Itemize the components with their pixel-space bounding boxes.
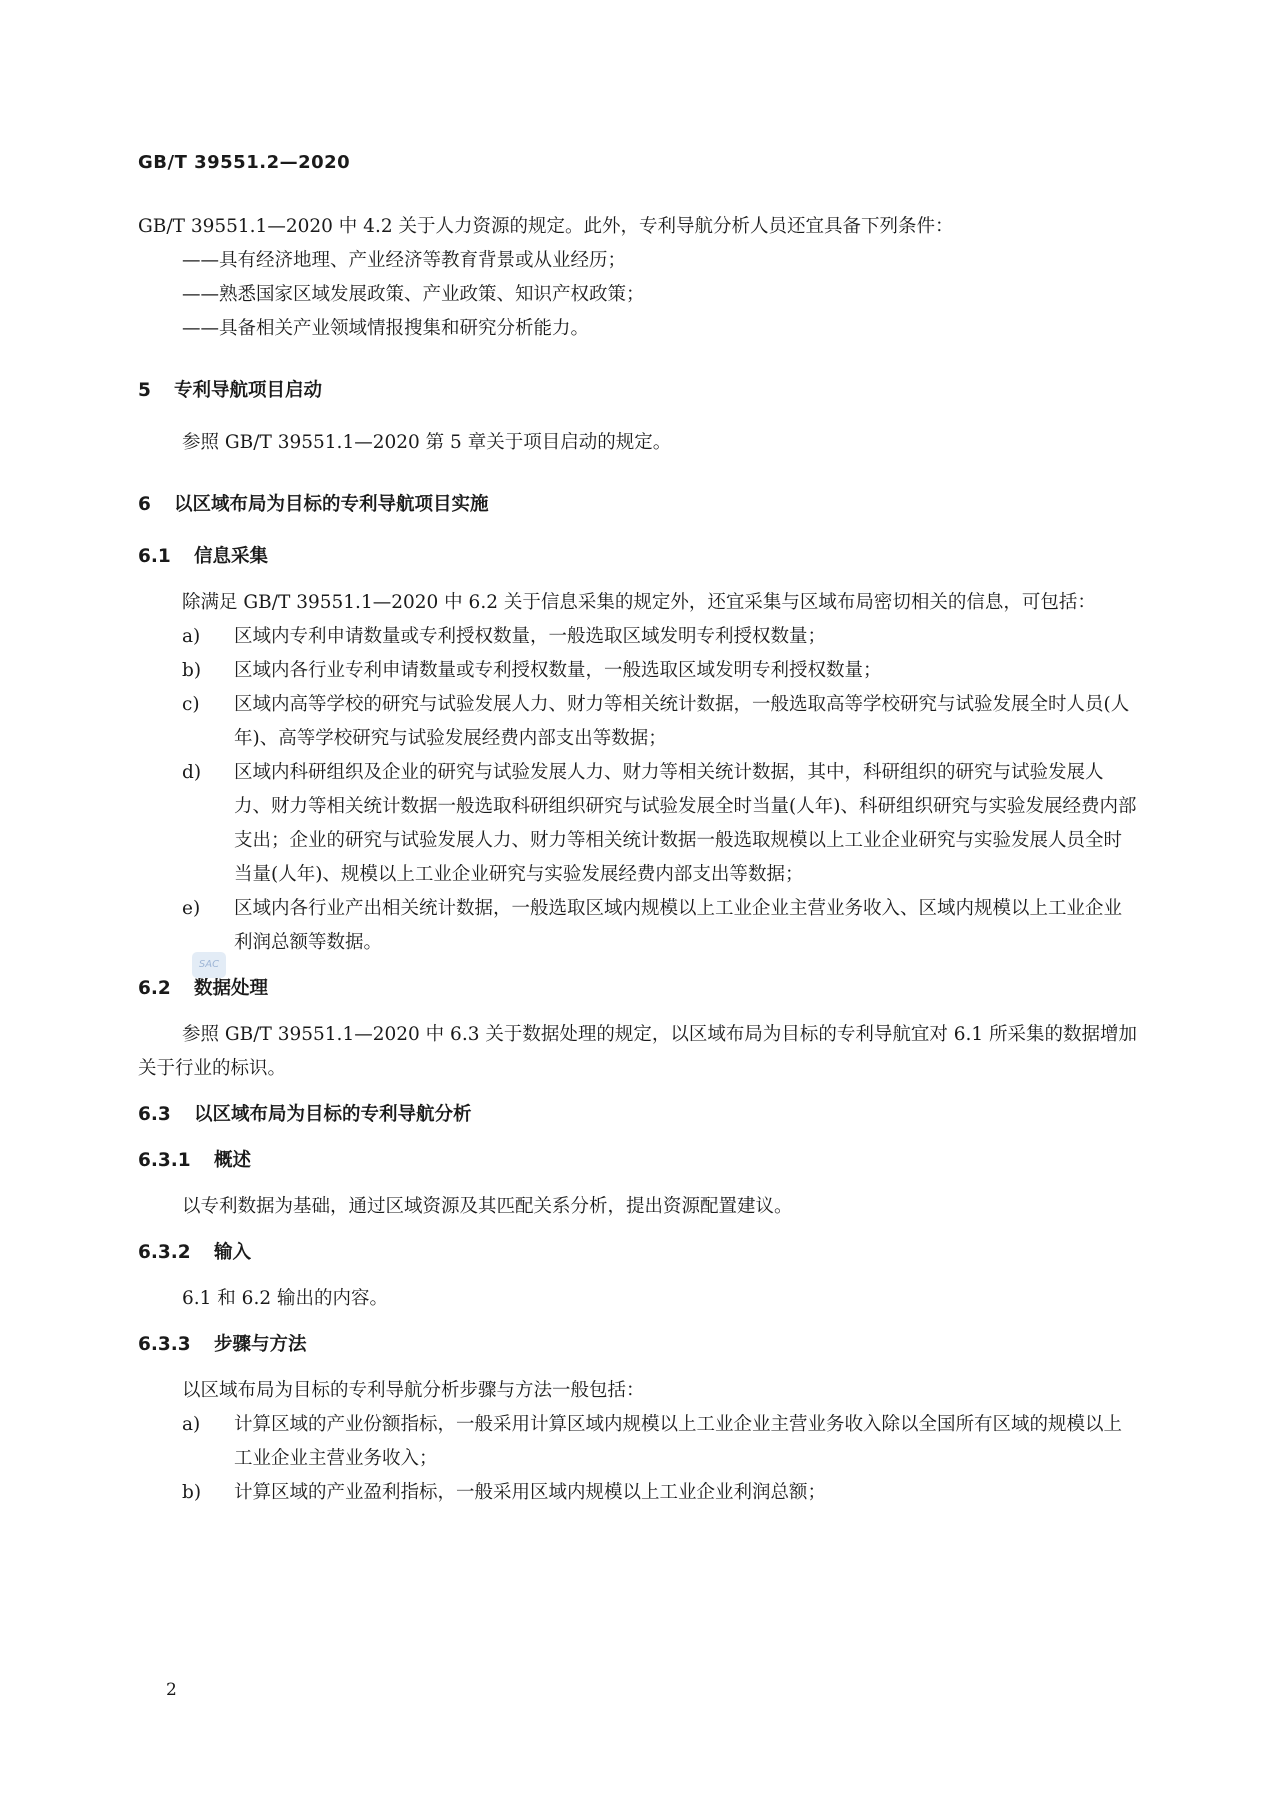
list-item bbox=[138, 688, 1138, 756]
list-marker: a) bbox=[182, 1414, 201, 1435]
section-6-3-1-heading bbox=[138, 1144, 1138, 1178]
section-5-heading bbox=[138, 374, 1138, 408]
list-text: 区域内高等学校的研究与试验发展人力、财力等相关统计数据，一般选取高等学校研究与试验发展全时人员(人年)、高等学校研究与试验发展经费内部支出等数据； bbox=[234, 694, 1130, 749]
section-title: 专利导航项目启动 bbox=[174, 380, 323, 401]
list-text: 区域内专利申请数量或专利授权数量，一般选取区域发明专利授权数量； bbox=[234, 626, 827, 647]
list-text: 计算区域的产业盈利指标，一般采用区域内规模以上工业企业利润总额； bbox=[234, 1482, 827, 1503]
document-body bbox=[138, 210, 1138, 1510]
list-marker: d) bbox=[182, 762, 202, 783]
section-6-1-intro: 除满足 GB/T 39551.1—2020 中 6.2 关于信息采集的规定外，还宜采集与区域布局密切相关的信息，可包括： bbox=[182, 592, 1096, 613]
list-text: 区域内各行业专利申请数量或专利授权数量，一般选取区域发明专利授权数量； bbox=[234, 660, 882, 681]
list-marker: a) bbox=[182, 626, 201, 647]
section-6-3-2-heading bbox=[138, 1236, 1138, 1270]
section-title: 步骤与方法 bbox=[214, 1334, 307, 1355]
section-title: 数据处理 bbox=[194, 978, 269, 999]
list-marker: b) bbox=[182, 660, 202, 681]
list-item bbox=[138, 1476, 1138, 1510]
dash-item: ——具有经济地理、产业经济等教育背景或从业经历； bbox=[182, 250, 627, 271]
section-6-3-3-heading bbox=[138, 1328, 1138, 1362]
list-marker: c) bbox=[182, 694, 200, 715]
section-number: 6 bbox=[138, 494, 151, 515]
section-6-2-heading bbox=[138, 972, 1138, 1006]
dash-item: ——熟悉国家区域发展政策、产业政策、知识产权政策； bbox=[182, 284, 645, 305]
list-item bbox=[138, 892, 1138, 960]
list-item bbox=[138, 1408, 1138, 1476]
section-title: 概述 bbox=[214, 1150, 252, 1171]
section-number: 5 bbox=[138, 380, 151, 401]
list-text: 区域内科研组织及企业的研究与试验发展人力、财力等相关统计数据，其中，科研组织的研究与试验发展人力、财力等相关统计数据一般选取科研组织研究与试验发展全时当量(人年)、科研组织研究与实验发展经费内部支出；企业的研究与试验发展人力、财力等相关统计数据一般选取规模以上工业企业研究与实验发展人员全时当量(人年)、规模以上工业企业研究与实验发展经费内部支出等数据； bbox=[234, 762, 1137, 885]
list-marker: b) bbox=[182, 1482, 202, 1503]
sac-watermark-logo: SAC bbox=[192, 952, 226, 978]
info-collection-list bbox=[138, 620, 1138, 960]
standard-code-header: GB/T 39551.2—2020 bbox=[138, 152, 351, 173]
list-marker: e) bbox=[182, 898, 201, 919]
list-item bbox=[138, 620, 1138, 654]
section-6-heading bbox=[138, 488, 1138, 522]
section-title: 输入 bbox=[214, 1242, 252, 1263]
section-6-3-heading bbox=[138, 1098, 1138, 1132]
page-number: 2 bbox=[166, 1680, 177, 1700]
section-number: 6.3.3 bbox=[138, 1334, 191, 1355]
section-number: 6.1 bbox=[138, 546, 171, 567]
list-text: 区域内各行业产出相关统计数据，一般选取区域内规模以上工业企业主营业务收入、区域内规模以上工业企业利润总额等数据。 bbox=[234, 898, 1123, 953]
section-number: 6.3 bbox=[138, 1104, 171, 1125]
analysis-steps-list bbox=[138, 1408, 1138, 1510]
section-6-3-3-intro: 以区域布局为目标的专利导航分析步骤与方法一般包括： bbox=[182, 1380, 645, 1401]
list-item bbox=[138, 654, 1138, 688]
section-title: 以区域布局为目标的专利导航分析 bbox=[194, 1104, 472, 1125]
section-number: 6.3.2 bbox=[138, 1242, 191, 1263]
section-5-text: 参照 GB/T 39551.1—2020 第 5 章关于项目启动的规定。 bbox=[182, 432, 672, 453]
section-number: 6.3.1 bbox=[138, 1150, 191, 1171]
dash-item: ——具备相关产业领域情报搜集和研究分析能力。 bbox=[182, 318, 590, 339]
section-6-3-1-text: 以专利数据为基础，通过区域资源及其匹配关系分析，提出资源配置建议。 bbox=[182, 1196, 793, 1217]
section-6-3-2-text: 6.1 和 6.2 输出的内容。 bbox=[182, 1288, 388, 1309]
list-text: 计算区域的产业份额指标，一般采用计算区域内规模以上工业企业主营业务收入除以全国所有区域的规模以上工业企业主营业务收入； bbox=[234, 1414, 1123, 1469]
section-number: 6.2 bbox=[138, 978, 171, 999]
section-6-2-text: 参照 GB/T 39551.1—2020 中 6.3 关于数据处理的规定，以区域布局为目标的专利导航宜对 6.1 所采集的数据增加关于行业的标识。 bbox=[138, 1024, 1138, 1079]
list-item bbox=[138, 756, 1138, 892]
section-title: 信息采集 bbox=[194, 546, 269, 567]
section-title: 以区域布局为目标的专利导航项目实施 bbox=[174, 494, 489, 515]
intro-paragraph: GB/T 39551.1—2020 中 4.2 关于人力资源的规定。此外，专利导航分析人员还宜具备下列条件： bbox=[138, 216, 954, 237]
section-6-1-heading bbox=[138, 540, 1138, 574]
